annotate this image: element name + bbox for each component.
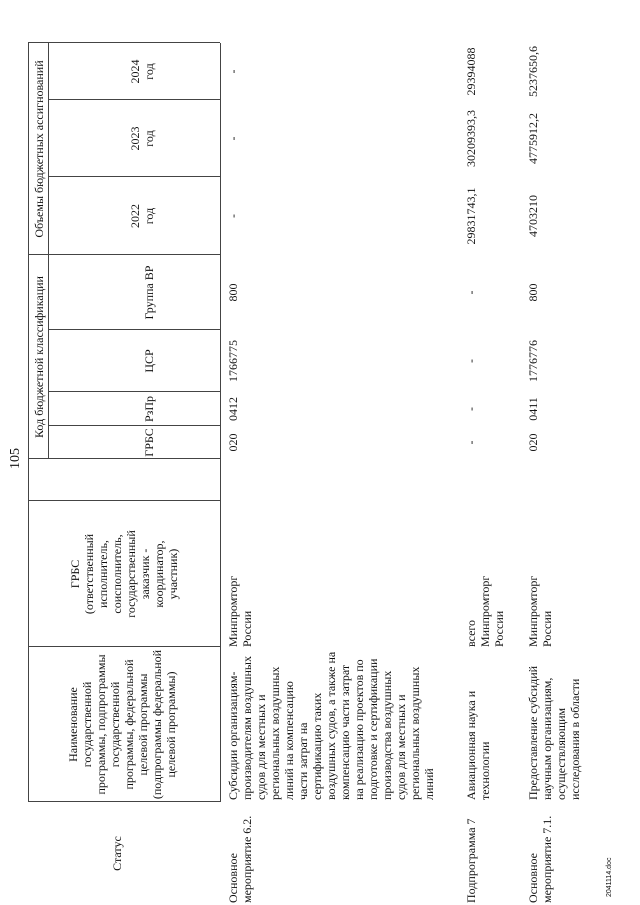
header-year-2023: 2023 год bbox=[128, 126, 156, 151]
table-top-border bbox=[28, 43, 29, 802]
row-1-2023: - bbox=[226, 136, 240, 141]
row-1-2022: - bbox=[226, 214, 240, 218]
row-3-2022: 4703210 bbox=[526, 195, 540, 237]
row-2-rzpr: - bbox=[464, 407, 478, 411]
row-1-vr: 800 bbox=[226, 283, 240, 302]
header-bottom-border bbox=[220, 43, 221, 802]
row-3-2024: 5237650,6 bbox=[526, 46, 540, 97]
col-border-6 bbox=[48, 391, 220, 392]
row-2-name: Авиационная наука и технологии bbox=[464, 690, 492, 800]
header-csr: ЦСР bbox=[142, 349, 156, 373]
header-year-2024: 2024 год bbox=[128, 59, 156, 84]
row-1-rzpr: 0412 bbox=[226, 397, 240, 421]
row-1-name: Субсидии организациям- производителям воздушных судов для местных и региональных воздушных линий на компенсацию части затрат на сертификацию таких воздушных судов, а также на компенсацию части затрат на реализацию проектов по подготовке и сертификации производства воздушных судов для местных и региональных воздушных линий bbox=[226, 651, 436, 800]
col-border-7 bbox=[48, 329, 220, 330]
row-2-status: Подпрограмма 7 bbox=[464, 818, 478, 903]
header-rzpr: РзПр bbox=[142, 395, 156, 423]
page-number: 105 bbox=[8, 448, 23, 469]
header-year-2022: 2022 год bbox=[128, 204, 156, 228]
header-grbs-responsible: ГРБС (ответственный исполнитель, соисполнитель, государственный заказчик - координатор, участник) bbox=[68, 530, 180, 618]
header-vr: Группа ВР bbox=[142, 265, 156, 320]
col-border-5 bbox=[48, 425, 220, 426]
row-3-grbs: 020 bbox=[526, 433, 540, 452]
col-border-8 bbox=[28, 254, 220, 255]
row-3-name: Предоставление субсидий научным организациям, осуществляющим исследования в области bbox=[526, 665, 582, 800]
header-budget-code: Код бюджетной классификации bbox=[32, 276, 46, 438]
row-2-grbs: - bbox=[464, 440, 478, 445]
row-3-status: Основное мероприятие 7.1. bbox=[526, 815, 554, 903]
col-border-11 bbox=[28, 42, 220, 43]
header-status: Статус bbox=[110, 836, 124, 871]
row-3-vr: 800 bbox=[526, 283, 540, 302]
row-1-2024: - bbox=[226, 69, 240, 74]
row-1-responsible: Минпромторг России bbox=[226, 575, 254, 647]
row-2-csr: - bbox=[464, 359, 478, 363]
footer-filename: 2041114.doc bbox=[606, 857, 613, 897]
header-grbs: ГРБС bbox=[142, 428, 156, 457]
row-3-csr: 1776776 bbox=[526, 340, 540, 382]
row-3-responsible: Минпромторг России bbox=[526, 575, 554, 647]
header-name: Наименование государственной программы, подпрограммы государственной программы, федеральной целевой программы (подпрограммы федеральной целевой программы) bbox=[66, 649, 178, 800]
row-2-2024: 29394088 bbox=[464, 47, 478, 96]
row-3-rzpr: 0411 bbox=[526, 397, 540, 421]
col-border-4 bbox=[28, 458, 220, 459]
row-2-2022: 29831743,1 bbox=[464, 187, 478, 245]
header-volumes: Объемы бюджетных ассигнований bbox=[32, 60, 46, 238]
row-2-vr: - bbox=[464, 290, 478, 295]
row-3-2023: 4775912,2 bbox=[526, 113, 540, 164]
row-2-responsible: всего Минпромторг России bbox=[464, 575, 506, 647]
row-1-grbs: 020 bbox=[226, 433, 240, 452]
row-2-2023: 30209393,3 bbox=[464, 110, 478, 167]
row-1-csr: 1766775 bbox=[226, 340, 240, 382]
budget-code-divider bbox=[48, 43, 49, 459]
row-1-status: Основное мероприятие 6.2. bbox=[226, 815, 254, 903]
